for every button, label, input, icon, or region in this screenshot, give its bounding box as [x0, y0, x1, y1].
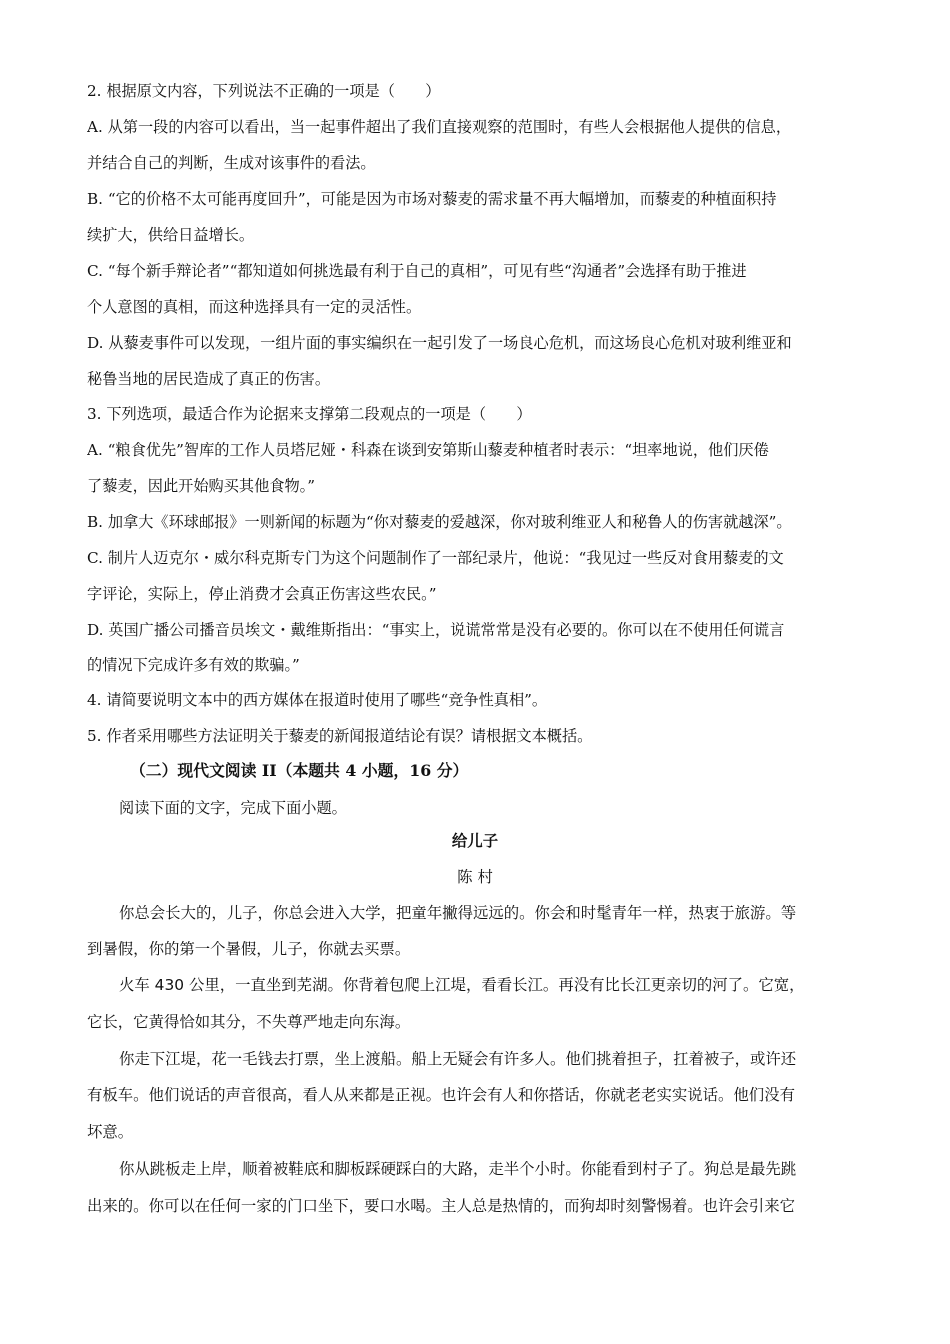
article-paragraph-4: 你从跳板走上岸，顺着被鞋底和脚板踩硬踩白的大路，走半个小时。你能看到村子了。狗总是最先跳	[119, 1160, 797, 1178]
question-2-option-d: D. 从藜麦事件可以发现，一组片面的事实编织在一起引发了一场良心危机，而这场良心危机对玻利维亚和	[87, 334, 792, 352]
section-instruction: 阅读下面的文字，完成下面小题。	[119, 799, 347, 817]
question-2-option-c-cont: 个人意图的真相，而这种选择具有一定的灵活性。	[87, 298, 422, 316]
question-2-option-d-cont: 秘鲁当地的居民造成了真正的伤害。	[87, 370, 330, 388]
question-3-option-d-cont: 的情况下完成许多有效的欺骗。”	[87, 656, 300, 674]
question-4: 4. 请简要说明文本中的西方媒体在报道时使用了哪些“竞争性真相”。	[87, 691, 548, 709]
question-5: 5. 作者采用哪些方法证明关于藜麦的新闻报道结论有误？请根据文本概括。	[87, 727, 593, 745]
question-2-option-a-cont: 并结合自己的判断，生成对该事件的看法。	[87, 154, 376, 172]
question-2-option-c: C. “每个新手辩论者”“都知道如何挑选最有利于自己的真相”，可见有些“沟通者”会选择有助于推进	[87, 262, 747, 280]
article-title: 给儿子	[451, 832, 499, 850]
article-author: 陈 村	[457, 868, 493, 886]
question-2-stem: 2. 根据原文内容，下列说法不正确的一项是（ ）	[87, 82, 441, 100]
question-2-option-b-cont: 续扩大，供给日益增长。	[87, 226, 255, 244]
question-2-option-a: A. 从第一段的内容可以看出，当一起事件超出了我们直接观察的范围时，有些人会根据他人提供的信息，	[87, 118, 792, 136]
question-3-stem: 3. 下列选项，最适合作为论据来支撑第二段观点的一项是（ ）	[87, 405, 532, 423]
question-3-option-c-cont: 字评论，实际上，停止消费才会真正伤害这些农民。”	[87, 585, 437, 603]
question-3-option-a: A. “粮食优先”智库的工作人员塔尼娅・科森在谈到安第斯山藜麦种植者时表示：“坦率地说，他们厌倦	[87, 441, 769, 459]
section-heading: （二）现代文阅读 II（本题共 4 小题，16 分）	[130, 761, 469, 780]
article-paragraph-1: 你总会长大的，儿子，你总会进入大学，把童年撇得远远的。你会和时髦青年一样，热衷于旅游。等	[119, 904, 797, 922]
article-paragraph-2-cont: 它长，它黄得恰如其分，不失尊严地走向东海。	[87, 1013, 411, 1031]
question-2-option-b: B. “它的价格不太可能再度回升”，可能是因为市场对藜麦的需求量不再大幅增加，而藜麦的种植面积持	[87, 190, 777, 208]
article-paragraph-1-cont: 到暑假，你的第一个暑假，儿子，你就去买票。	[87, 940, 411, 958]
question-3-option-c: C. 制片人迈克尔・威尔科克斯专门为这个问题制作了一部纪录片，他说：“我见过一些反对食用藜麦的文	[87, 549, 784, 567]
article-paragraph-3-end: 坏意。	[87, 1123, 134, 1141]
question-3-option-a-cont: 了藜麦，因此开始购买其他食物。”	[87, 477, 315, 495]
question-3-option-d: D. 英国广播公司播音员埃文・戴维斯指出：“事实上，说谎常常是没有必要的。你可以在不使用任何谎言	[87, 621, 785, 639]
article-paragraph-3: 你走下江堤，花一毛钱去打票，坐上渡船。船上无疑会有许多人。他们挑着担子，扛着被子，或许还	[119, 1050, 797, 1068]
article-paragraph-2: 火车 430 公里，一直坐到芜湖。你背着包爬上江堤，看看长江。再没有比长江更亲切的河了。它宽，	[119, 976, 805, 994]
question-3-option-b: B. 加拿大《环球邮报》一则新闻的标题为“你对藜麦的爱越深，你对玻利维亚人和秘鲁人的伤害就越深”。	[87, 513, 792, 531]
article-paragraph-4-cont: 出来的。你可以在任何一家的门口坐下，要口水喝。主人总是热情的，而狗却时刻警惕着。也许会引来它	[87, 1197, 795, 1215]
article-paragraph-3-cont: 有板车。他们说话的声音很高，看人从来都是正视。也许会有人和你搭话，你就老老实实说话。他们没有	[87, 1086, 795, 1104]
